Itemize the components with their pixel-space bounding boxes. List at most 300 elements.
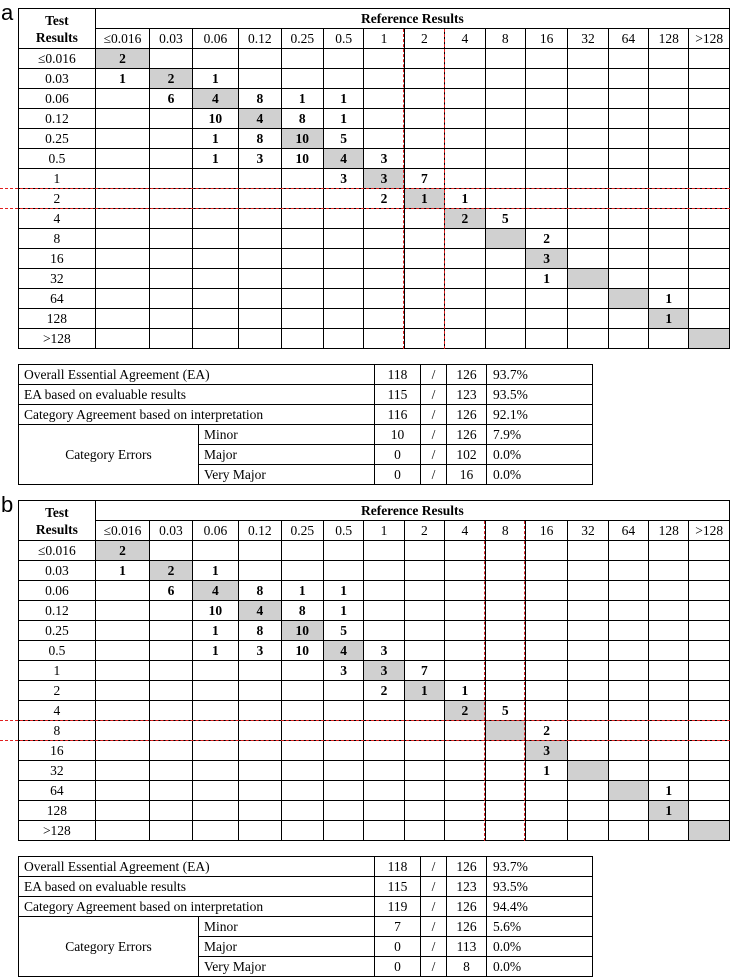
- breakpoint-line-horizontal: [0, 740, 730, 741]
- column-header: 0.06: [192, 521, 238, 541]
- matrix-cell: [568, 89, 608, 109]
- matrix-cell: [404, 741, 444, 761]
- matrix-cell: [689, 681, 730, 701]
- matrix-cell: 2: [525, 229, 567, 249]
- matrix-cell: [364, 601, 404, 621]
- matrix-cell: [525, 781, 567, 801]
- summary-label: Category Agreement based on interpretation: [19, 405, 375, 425]
- row-header: >128: [19, 821, 96, 841]
- matrix-cell: 1: [95, 561, 150, 581]
- matrix-cell: [445, 229, 485, 249]
- matrix-cell: [568, 129, 608, 149]
- matrix-cell: [150, 49, 192, 69]
- matrix-cell: [239, 681, 281, 701]
- matrix-cell: [323, 209, 363, 229]
- matrix-cell: [568, 581, 608, 601]
- breakpoint-line-vertical: [524, 521, 525, 842]
- matrix-cell: [364, 621, 404, 641]
- matrix-cell: [689, 801, 730, 821]
- separator-slash: /: [421, 445, 447, 465]
- matrix-cell: 8: [239, 89, 281, 109]
- matrix-cell: [95, 249, 150, 269]
- matrix-cell: [445, 89, 485, 109]
- matrix-cell: [404, 801, 444, 821]
- matrix-cell: [568, 169, 608, 189]
- matrix-cell: [689, 581, 730, 601]
- matrix-cell: [192, 269, 238, 289]
- matrix-cell: [404, 49, 444, 69]
- reference-results-header: Reference Results: [95, 501, 729, 521]
- matrix-cell: [95, 601, 150, 621]
- column-header: 8: [485, 521, 525, 541]
- matrix-cell: [649, 269, 689, 289]
- matrix-cell: [239, 69, 281, 89]
- denominator: 123: [447, 877, 487, 897]
- matrix-cell: [281, 801, 323, 821]
- matrix-cell: [95, 309, 150, 329]
- matrix-cell: 1: [192, 129, 238, 149]
- test-results-header-line1: Test: [45, 12, 69, 28]
- matrix-cell: [689, 109, 730, 129]
- error-type-label: Minor: [199, 425, 375, 445]
- matrix-cell: [239, 741, 281, 761]
- matrix-cell: 3: [364, 149, 404, 169]
- matrix-cell: [95, 109, 150, 129]
- column-header: ≤0.016: [95, 29, 150, 49]
- numerator: 0: [375, 445, 421, 465]
- row-header: 32: [19, 269, 96, 289]
- matrix-cell: [192, 289, 238, 309]
- diagonal-cell: 1: [649, 801, 689, 821]
- matrix-cell: [364, 701, 404, 721]
- matrix-cell: [445, 581, 485, 601]
- row-header: 2: [19, 681, 96, 701]
- matrix-cell: [445, 641, 485, 661]
- matrix-cell: [239, 169, 281, 189]
- diagonal-cell: 2: [95, 541, 150, 561]
- matrix-cell: [445, 621, 485, 641]
- matrix-cell: [150, 189, 192, 209]
- matrix-cell: 6: [150, 89, 192, 109]
- matrix-cell: [485, 741, 525, 761]
- separator-slash: /: [421, 957, 447, 977]
- matrix-cell: [445, 561, 485, 581]
- matrix-cell: 7: [404, 169, 444, 189]
- matrix-cell: [445, 601, 485, 621]
- matrix-cell: [95, 741, 150, 761]
- matrix-cell: [150, 249, 192, 269]
- column-header: 128: [649, 521, 689, 541]
- diagonal-cell: 2: [150, 561, 192, 581]
- category-errors-label: Category Errors: [19, 425, 199, 485]
- matrix-cell: [95, 721, 150, 741]
- error-type-label: Very Major: [199, 465, 375, 485]
- denominator: 102: [447, 445, 487, 465]
- matrix-cell: [608, 601, 648, 621]
- matrix-cell: 1: [281, 581, 323, 601]
- matrix-cell: [649, 129, 689, 149]
- matrix-cell: [281, 289, 323, 309]
- matrix-cell: [608, 701, 648, 721]
- matrix-cell: [485, 249, 525, 269]
- diagonal-cell: [568, 269, 608, 289]
- matrix-cell: 3: [239, 149, 281, 169]
- matrix-cell: [689, 661, 730, 681]
- panel-letter: a: [1, 0, 14, 25]
- matrix-cell: 10: [192, 109, 238, 129]
- panel-letter: b: [1, 492, 14, 517]
- row-header: 0.12: [19, 109, 96, 129]
- matrix-cell: [323, 289, 363, 309]
- numerator: 115: [375, 877, 421, 897]
- matrix-cell: [689, 721, 730, 741]
- matrix-cell: [445, 821, 485, 841]
- matrix-cell: 1: [192, 69, 238, 89]
- separator-slash: /: [421, 937, 447, 957]
- matrix-cell: [192, 681, 238, 701]
- column-header: 1: [364, 29, 404, 49]
- matrix-cell: 1: [445, 189, 485, 209]
- matrix-cell: 1: [323, 89, 363, 109]
- matrix-cell: [239, 761, 281, 781]
- denominator: 126: [447, 425, 487, 445]
- diagonal-cell: [485, 229, 525, 249]
- matrix-cell: [364, 561, 404, 581]
- matrix-cell: [525, 89, 567, 109]
- matrix-cell: [150, 329, 192, 349]
- summary-row: [19, 877, 593, 897]
- row-header: 64: [19, 289, 96, 309]
- matrix-cell: 8: [281, 601, 323, 621]
- matrix-cell: [95, 269, 150, 289]
- matrix-cell: [95, 169, 150, 189]
- row-header: 0.12: [19, 601, 96, 621]
- matrix-cell: [568, 109, 608, 129]
- matrix-cell: [239, 269, 281, 289]
- matrix-cell: [445, 69, 485, 89]
- matrix-cell: [568, 701, 608, 721]
- matrix-cell: [689, 781, 730, 801]
- matrix-cell: 8: [239, 621, 281, 641]
- matrix-cell: 1: [525, 269, 567, 289]
- matrix-cell: [608, 581, 648, 601]
- matrix-cell: [525, 561, 567, 581]
- percentage: 7.9%: [487, 425, 593, 445]
- diagonal-cell: [568, 761, 608, 781]
- column-header: ≤0.016: [95, 521, 150, 541]
- matrix-cell: [445, 721, 485, 741]
- matrix-cell: [689, 129, 730, 149]
- matrix-cell: [485, 661, 525, 681]
- summary-row: [19, 425, 593, 445]
- matrix-cell: [608, 801, 648, 821]
- summary-label: EA based on evaluable results: [19, 877, 375, 897]
- matrix-cell: [608, 641, 648, 661]
- matrix-cell: [485, 69, 525, 89]
- diagonal-cell: [689, 329, 730, 349]
- separator-slash: /: [421, 385, 447, 405]
- column-header: 2: [404, 29, 444, 49]
- separator-slash: /: [421, 877, 447, 897]
- matrix-cell: [323, 761, 363, 781]
- matrix-cell: [364, 109, 404, 129]
- table-row: [19, 249, 730, 269]
- matrix-cell: [649, 601, 689, 621]
- matrix-cell: [364, 801, 404, 821]
- diagonal-cell: 1: [404, 681, 444, 701]
- percentage: 93.5%: [487, 385, 593, 405]
- matrix-cell: [649, 89, 689, 109]
- matrix-cell: 8: [239, 129, 281, 149]
- table-row: [19, 561, 730, 581]
- matrix-cell: [485, 169, 525, 189]
- numerator: 10: [375, 425, 421, 445]
- row-header: 0.25: [19, 621, 96, 641]
- matrix-cell: [404, 781, 444, 801]
- matrix-cell: [608, 49, 648, 69]
- table-row: [19, 169, 730, 189]
- matrix-cell: [323, 721, 363, 741]
- matrix-cell: [485, 129, 525, 149]
- separator-slash: /: [421, 897, 447, 917]
- row-header: 0.5: [19, 149, 96, 169]
- matrix-cell: [95, 89, 150, 109]
- diagonal-cell: [485, 721, 525, 741]
- matrix-cell: [568, 621, 608, 641]
- matrix-cell: 1: [95, 69, 150, 89]
- matrix-cell: [525, 581, 567, 601]
- matrix-cell: [404, 621, 444, 641]
- matrix-cell: [568, 249, 608, 269]
- matrix-cell: [239, 209, 281, 229]
- diagonal-cell: 1: [649, 309, 689, 329]
- matrix-cell: [95, 209, 150, 229]
- matrix-cell: [689, 189, 730, 209]
- matrix-cell: 3: [323, 661, 363, 681]
- matrix-cell: [192, 761, 238, 781]
- matrix-cell: [568, 641, 608, 661]
- matrix-cell: [689, 49, 730, 69]
- column-header: 0.25: [281, 29, 323, 49]
- matrix-cell: [568, 229, 608, 249]
- matrix-cell: [323, 541, 363, 561]
- numerator: 118: [375, 857, 421, 877]
- table-row: [19, 189, 730, 209]
- matrix-cell: [608, 89, 648, 109]
- row-header: 0.03: [19, 69, 96, 89]
- table-row: [19, 209, 730, 229]
- matrix-cell: [192, 169, 238, 189]
- matrix-cell: [568, 801, 608, 821]
- matrix-cell: [608, 329, 648, 349]
- matrix-cell: [323, 49, 363, 69]
- matrix-cell: [95, 621, 150, 641]
- column-header: 0.5: [323, 521, 363, 541]
- matrix-cell: [689, 541, 730, 561]
- numerator: 0: [375, 465, 421, 485]
- matrix-cell: [608, 821, 648, 841]
- matrix-cell: [323, 249, 363, 269]
- summary-row: [19, 405, 593, 425]
- summary-row: [19, 365, 593, 385]
- column-header: 0.03: [150, 521, 192, 541]
- matrix-cell: [150, 309, 192, 329]
- denominator: 8: [447, 957, 487, 977]
- mic-matrix-table: [18, 8, 730, 349]
- denominator: 126: [447, 897, 487, 917]
- matrix-cell: [323, 801, 363, 821]
- matrix-cell: [239, 49, 281, 69]
- denominator: 16: [447, 465, 487, 485]
- matrix-cell: [649, 229, 689, 249]
- matrix-cell: [689, 229, 730, 249]
- matrix-cell: [150, 209, 192, 229]
- matrix-cell: [404, 541, 444, 561]
- matrix-cell: [150, 761, 192, 781]
- matrix-cell: [649, 329, 689, 349]
- table-row: [19, 109, 730, 129]
- matrix-cell: [525, 821, 567, 841]
- matrix-cell: [281, 761, 323, 781]
- matrix-cell: [323, 681, 363, 701]
- matrix-cell: [608, 741, 648, 761]
- numerator: 115: [375, 385, 421, 405]
- matrix-cell: [649, 741, 689, 761]
- matrix-cell: [485, 621, 525, 641]
- row-header: 32: [19, 761, 96, 781]
- matrix-cell: [689, 309, 730, 329]
- matrix-cell: [95, 801, 150, 821]
- matrix-cell: [364, 761, 404, 781]
- matrix-cell: [525, 641, 567, 661]
- matrix-cell: [239, 309, 281, 329]
- error-type-label: Major: [199, 937, 375, 957]
- matrix-cell: 7: [404, 661, 444, 681]
- numerator: 119: [375, 897, 421, 917]
- column-header: 16: [525, 521, 567, 541]
- matrix-cell: [568, 289, 608, 309]
- diagonal-cell: 2: [150, 69, 192, 89]
- matrix-cell: [404, 109, 444, 129]
- matrix-cell: [150, 641, 192, 661]
- matrix-cell: [281, 189, 323, 209]
- percentage: 94.4%: [487, 897, 593, 917]
- breakpoint-line-horizontal: [0, 188, 730, 189]
- table-row: [19, 741, 730, 761]
- matrix-cell: [364, 249, 404, 269]
- matrix-cell: [485, 289, 525, 309]
- matrix-cell: [689, 89, 730, 109]
- matrix-cell: [608, 229, 648, 249]
- matrix-cell: [608, 169, 648, 189]
- matrix-cell: [95, 289, 150, 309]
- matrix-cell: [404, 701, 444, 721]
- summary-row: [19, 917, 593, 937]
- matrix-cell: [445, 329, 485, 349]
- row-header: 16: [19, 249, 96, 269]
- row-header: 64: [19, 781, 96, 801]
- table-row: [19, 149, 730, 169]
- matrix-cell: [525, 189, 567, 209]
- matrix-cell: [404, 761, 444, 781]
- matrix-cell: [485, 269, 525, 289]
- table-row: [19, 821, 730, 841]
- row-header: >128: [19, 329, 96, 349]
- matrix-cell: [281, 169, 323, 189]
- matrix-cell: [445, 541, 485, 561]
- matrix-cell: [608, 681, 648, 701]
- matrix-cell: [485, 329, 525, 349]
- matrix-cell: [281, 69, 323, 89]
- matrix-cell: [281, 269, 323, 289]
- summary-table: [18, 856, 593, 977]
- matrix-cell: [239, 289, 281, 309]
- matrix-cell: [485, 681, 525, 701]
- separator-slash: /: [421, 365, 447, 385]
- matrix-cell: [323, 329, 363, 349]
- diagonal-cell: 10: [281, 129, 323, 149]
- matrix-cell: [445, 661, 485, 681]
- row-header: 0.06: [19, 581, 96, 601]
- matrix-cell: [323, 69, 363, 89]
- table-row: [19, 69, 730, 89]
- matrix-cell: 3: [364, 641, 404, 661]
- diagonal-cell: 4: [323, 149, 363, 169]
- column-header: >128: [689, 521, 730, 541]
- matrix-cell: [485, 641, 525, 661]
- matrix-cell: 1: [192, 621, 238, 641]
- matrix-cell: [150, 269, 192, 289]
- column-header: 64: [608, 29, 648, 49]
- row-header: ≤0.016: [19, 49, 96, 69]
- table-row: [19, 641, 730, 661]
- numerator: 116: [375, 405, 421, 425]
- matrix-cell: [445, 801, 485, 821]
- matrix-cell: [525, 209, 567, 229]
- matrix-cell: [525, 681, 567, 701]
- category-errors-label: Category Errors: [19, 917, 199, 977]
- matrix-cell: [364, 541, 404, 561]
- matrix-cell: [649, 541, 689, 561]
- matrix-cell: [525, 149, 567, 169]
- column-header: 32: [568, 521, 608, 541]
- matrix-cell: [568, 661, 608, 681]
- matrix-cell: [525, 541, 567, 561]
- matrix-cell: 2: [525, 721, 567, 741]
- matrix-cell: [525, 661, 567, 681]
- matrix-cell: 6: [150, 581, 192, 601]
- matrix-cell: [689, 289, 730, 309]
- summary-row: [19, 385, 593, 405]
- summary-label: Category Agreement based on interpretation: [19, 897, 375, 917]
- matrix-cell: [281, 209, 323, 229]
- matrix-cell: 5: [485, 701, 525, 721]
- matrix-cell: [239, 721, 281, 741]
- matrix-cell: [649, 681, 689, 701]
- diagonal-cell: [608, 289, 648, 309]
- matrix-cell: [568, 821, 608, 841]
- matrix-cell: [649, 761, 689, 781]
- summary-label: Overall Essential Agreement (EA): [19, 857, 375, 877]
- matrix-cell: [649, 169, 689, 189]
- matrix-cell: [568, 69, 608, 89]
- separator-slash: /: [421, 405, 447, 425]
- matrix-cell: [485, 109, 525, 129]
- numerator: 118: [375, 365, 421, 385]
- matrix-cell: [568, 781, 608, 801]
- matrix-cell: [192, 661, 238, 681]
- matrix-cell: [568, 721, 608, 741]
